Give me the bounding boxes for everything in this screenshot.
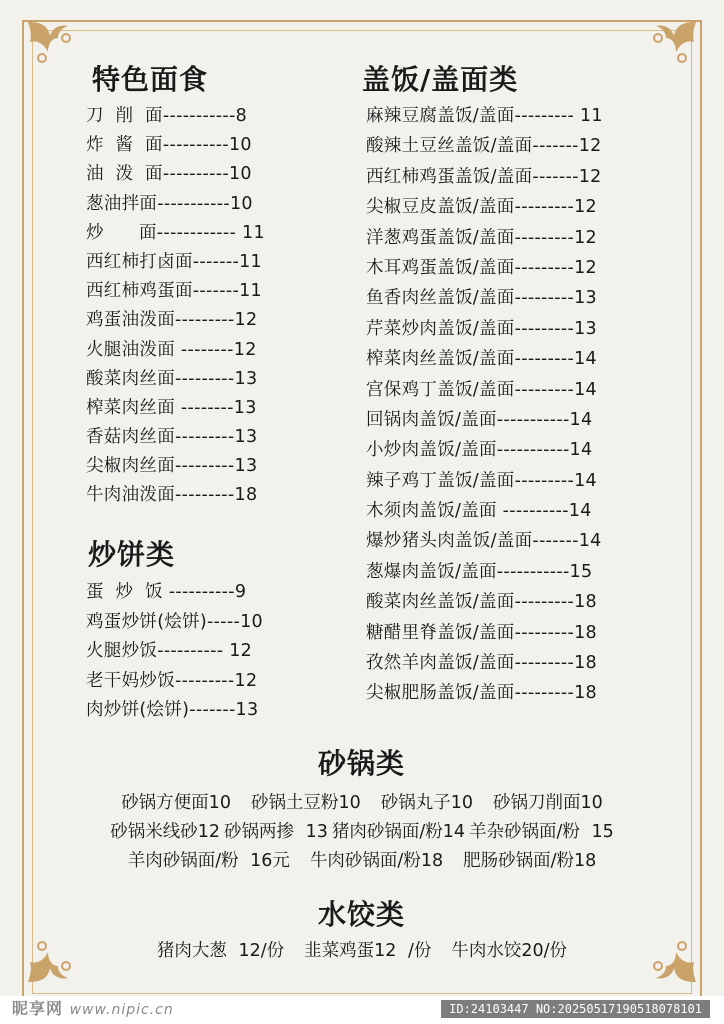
corner-ornament-icon [642,16,702,76]
menu-item: 砂锅丸子10 [380,793,474,813]
menu-item: 榨菜肉丝面 --------13 [86,397,257,418]
menu-item: 肥肠砂锅面/粉18 [463,851,597,871]
menu-item: 榨菜肉丝盖饭/盖面---------14 [366,349,597,370]
shaguo-section-title: 砂锅类 [318,747,406,780]
menu-item: 洋葱鸡蛋盖饭/盖面---------12 [366,227,597,248]
menu-item: 芹菜炒肉盖饭/盖面---------13 [366,318,597,339]
menu-item: 回锅肉盖饭/盖面-----------14 [366,409,593,430]
menu-item: 尖椒豆皮盖饭/盖面---------12 [366,197,597,218]
menu-item: 油 泼 面----------10 [86,164,252,185]
menu-item: 砂锅方便面10 [121,793,231,813]
menu-item: 酸菜肉丝盖饭/盖面---------18 [366,592,597,613]
shuijiao-row [60,937,664,962]
menu-item: 砂锅米线砂12 [110,822,221,842]
menu-item: 猪肉大葱 12/份 [156,941,285,961]
menu-item: 砂锅土豆粉10 [250,793,361,813]
menu-item: 刀 削 面-----------8 [86,106,248,126]
shaguo-row-3 [60,847,664,872]
menu-item: 木须肉盖饭/盖面 ----------14 [366,501,592,522]
menu-item: 炸 酱 面----------10 [86,135,252,156]
menu-item: 西红柿打卤面-------11 [86,251,262,272]
corner-ornament-icon [22,16,82,76]
menu-item: 麻辣豆腐盖饭/盖面--------- 11 [366,106,603,126]
noodles-section-title: 特色面食 [92,63,209,96]
menu-item: 炒 面------------ 11 [86,222,265,243]
menu-item: 小炒肉盖饭/盖面-----------14 [366,440,593,461]
menu-item: 牛肉砂锅面/粉18 [309,851,444,871]
menu-item: 酸辣土豆丝盖饭/盖面-------12 [366,136,602,157]
menu-item: 西红柿鸡蛋面-------11 [86,281,262,302]
shaguo-row-2 [60,818,664,843]
menu-item: 香菇肉丝面---------13 [86,427,258,448]
menu-item: 火腿炒饭---------- 12 [86,641,253,662]
menu-item: 木耳鸡蛋盖饭/盖面---------12 [366,257,597,278]
watermark-site: www.nipic.cn [69,1002,174,1018]
noodles-menu-list [86,102,265,511]
shaguo-row-1 [60,789,664,814]
menu-item: 肉炒饼(烩饼)-------13 [86,700,259,721]
chaobing-menu-list [86,578,263,726]
menu-item: 爆炒猪头肉盖饭/盖面-------14 [366,531,602,552]
menu-item: 宫保鸡丁盖饭/盖面---------14 [366,379,597,400]
gaifan-menu-list [366,101,603,709]
menu-item: 鸡蛋炒饼(烩饼)-----10 [86,611,263,632]
menu-item: 尖椒肥肠盖饭/盖面---------18 [366,683,597,704]
menu-item: 韭菜鸡蛋12 /份 [304,941,432,961]
watermark-id: ID:24103447 NO:20250517190518078101 [441,1000,710,1018]
menu-item: 辣子鸡丁盖饭/盖面---------14 [366,470,597,491]
menu-item: 尖椒肉丝面---------13 [86,456,258,477]
menu-item: 酸菜肉丝面---------13 [86,368,258,389]
menu-item: 猪肉砂锅面/粉14 [331,822,466,842]
watermark-brand [12,996,174,1019]
menu-item: 火腿油泼面 --------12 [86,339,257,360]
menu-item: 孜然羊肉盖饭/盖面---------18 [366,653,597,674]
menu-item: 砂锅刀削面10 [493,793,603,813]
shuijiao-section-title: 水饺类 [318,898,406,931]
menu-item: 牛肉油泼面---------18 [86,485,258,506]
watermark-brand-text: 昵享网 [12,999,64,1018]
menu-item: 鸡蛋油泼面---------12 [86,310,258,331]
menu-item: 葱爆肉盖饭/盖面-----------15 [366,561,593,582]
gaifan-section-title: 盖饭/盖面类 [362,63,519,96]
menu-item: 鱼香肉丝盖饭/盖面---------13 [366,288,597,309]
menu-item: 牛肉水饺20/份 [451,941,568,961]
menu-item: 西红柿鸡蛋盖饭/盖面-------12 [366,166,602,187]
menu-item: 老干妈炒饭---------12 [86,670,258,691]
menu-item: 砂锅两掺 13 [224,822,328,842]
menu-item: 葱油拌面-----------10 [86,193,253,214]
menu-item: 糖醋里脊盖饭/盖面---------18 [366,622,597,643]
menu-item: 羊肉砂锅面/粉 16元 [127,851,290,871]
watermark-bar [0,996,724,1024]
menu-item: 蛋 炒 饭 ----------9 [86,582,247,602]
menu-item: 羊杂砂锅面/粉 15 [469,822,614,842]
chaobing-section-title: 炒饼类 [88,538,176,571]
